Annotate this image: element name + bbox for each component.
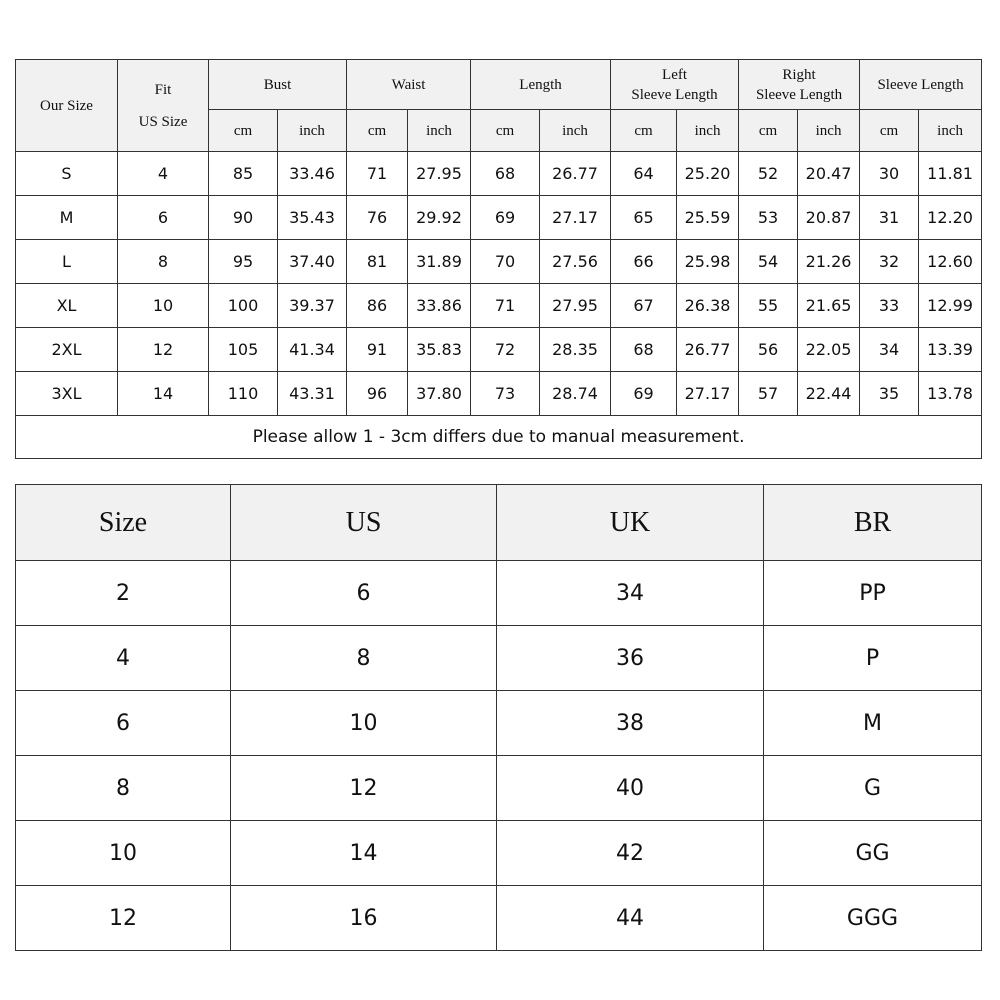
table-cell: 37.40: [278, 240, 347, 284]
table-cell: 8: [16, 756, 231, 821]
header-right-line1: Right: [782, 66, 816, 83]
size-chart-body: [16, 152, 982, 416]
header-right-line2: Sleeve Length: [755, 86, 843, 103]
table-cell: 32: [860, 240, 919, 284]
table-cell: 110: [209, 372, 278, 416]
table-cell: 2XL: [16, 328, 118, 372]
table-cell: 13.39: [919, 328, 982, 372]
unit-inch-header: inch: [677, 110, 739, 152]
header-us-size-line2: US Size: [138, 113, 188, 130]
measurement-note: Please allow 1 - 3cm differs due to manual measurement.: [16, 416, 982, 459]
conversion-row: [16, 821, 982, 886]
table-cell: 27.17: [677, 372, 739, 416]
size-row: [16, 240, 982, 284]
table-cell: 25.59: [677, 196, 739, 240]
table-cell: 22.05: [798, 328, 860, 372]
table-cell: S: [16, 152, 118, 196]
table-cell: 44: [497, 886, 764, 951]
table-cell: 6: [118, 196, 209, 240]
table-cell: 68: [611, 328, 677, 372]
table-cell: 21.65: [798, 284, 860, 328]
unit-inch-header: inch: [919, 110, 982, 152]
table-cell: 25.20: [677, 152, 739, 196]
conversion-header: [16, 485, 982, 561]
table-cell: 33: [860, 284, 919, 328]
unit-inch-header: inch: [798, 110, 860, 152]
table-cell: 14: [118, 372, 209, 416]
unit-inch-header: inch: [278, 110, 347, 152]
header-our-size: Our Size: [16, 60, 118, 152]
table-cell: 27.56: [540, 240, 611, 284]
table-cell: 26.38: [677, 284, 739, 328]
table-cell: 65: [611, 196, 677, 240]
table-cell: 3XL: [16, 372, 118, 416]
unit-inch-header: inch: [540, 110, 611, 152]
conversion-row: [16, 561, 982, 626]
table-cell: 8: [231, 626, 497, 691]
table-cell: 27.95: [408, 152, 471, 196]
table-cell: 16: [231, 886, 497, 951]
table-cell: M: [764, 691, 982, 756]
table-cell: 53: [739, 196, 798, 240]
table-cell: 12: [16, 886, 231, 951]
size-chart-header: [16, 60, 982, 152]
table-cell: 4: [16, 626, 231, 691]
header-fit-line1: Fit: [154, 81, 172, 98]
table-cell: 66: [611, 240, 677, 284]
table-cell: 100: [209, 284, 278, 328]
table-cell: 6: [16, 691, 231, 756]
table-cell: L: [16, 240, 118, 284]
table-cell: 68: [471, 152, 540, 196]
table-cell: 91: [347, 328, 408, 372]
table-cell: 28.35: [540, 328, 611, 372]
table-cell: 37.80: [408, 372, 471, 416]
conversion-row: [16, 691, 982, 756]
conversion-row: [16, 626, 982, 691]
table-cell: 20.47: [798, 152, 860, 196]
table-cell: 29.92: [408, 196, 471, 240]
table-cell: 41.34: [278, 328, 347, 372]
table-cell: 35: [860, 372, 919, 416]
header-br: BR: [764, 485, 982, 561]
table-cell: GGG: [764, 886, 982, 951]
table-cell: 25.98: [677, 240, 739, 284]
table-cell: 86: [347, 284, 408, 328]
table-cell: 14: [231, 821, 497, 886]
size-row: [16, 328, 982, 372]
table-cell: 96: [347, 372, 408, 416]
table-cell: 55: [739, 284, 798, 328]
header-left-sleeve-length: [611, 60, 739, 110]
table-cell: 10: [118, 284, 209, 328]
table-cell: 54: [739, 240, 798, 284]
table-cell: 36: [497, 626, 764, 691]
table-cell: 34: [860, 328, 919, 372]
header-left-line1: Left: [662, 66, 688, 83]
table-cell: 39.37: [278, 284, 347, 328]
table-cell: 13.78: [919, 372, 982, 416]
header-bust: Bust: [209, 60, 347, 110]
table-cell: 11.81: [919, 152, 982, 196]
table-cell: 73: [471, 372, 540, 416]
unit-inch-header: inch: [408, 110, 471, 152]
table-cell: 64: [611, 152, 677, 196]
table-cell: 30: [860, 152, 919, 196]
table-cell: 90: [209, 196, 278, 240]
header-uk: UK: [497, 485, 764, 561]
header-left-line2: Sleeve Length: [631, 86, 718, 103]
conversion-row: [16, 886, 982, 951]
header-right-sleeve-length: [739, 60, 860, 110]
table-cell: 95: [209, 240, 278, 284]
table-cell: 42: [497, 821, 764, 886]
table-cell: 12.60: [919, 240, 982, 284]
table-cell: 35.43: [278, 196, 347, 240]
table-cell: 35.83: [408, 328, 471, 372]
table-cell: 72: [471, 328, 540, 372]
size-conversion-table: [15, 484, 982, 951]
table-cell: 69: [611, 372, 677, 416]
size-row: [16, 196, 982, 240]
table-cell: 20.87: [798, 196, 860, 240]
unit-cm-header: cm: [860, 110, 919, 152]
header-waist: Waist: [347, 60, 471, 110]
table-cell: 28.74: [540, 372, 611, 416]
table-cell: 22.44: [798, 372, 860, 416]
size-chart-table: [15, 59, 982, 459]
table-cell: 52: [739, 152, 798, 196]
table-cell: G: [764, 756, 982, 821]
table-cell: 76: [347, 196, 408, 240]
table-cell: P: [764, 626, 982, 691]
table-cell: XL: [16, 284, 118, 328]
table-cell: 26.77: [677, 328, 739, 372]
table-cell: 71: [347, 152, 408, 196]
unit-cm-header: cm: [739, 110, 798, 152]
table-cell: 27.95: [540, 284, 611, 328]
table-cell: 12.99: [919, 284, 982, 328]
table-cell: 43.31: [278, 372, 347, 416]
unit-cm-header: cm: [347, 110, 408, 152]
table-cell: GG: [764, 821, 982, 886]
table-cell: 57: [739, 372, 798, 416]
table-cell: 34: [497, 561, 764, 626]
table-cell: 69: [471, 196, 540, 240]
unit-cm-header: cm: [611, 110, 677, 152]
unit-cm-header: cm: [471, 110, 540, 152]
table-cell: 31.89: [408, 240, 471, 284]
table-cell: 33.46: [278, 152, 347, 196]
table-cell: 21.26: [798, 240, 860, 284]
table-cell: 4: [118, 152, 209, 196]
table-cell: 12.20: [919, 196, 982, 240]
size-row: [16, 284, 982, 328]
table-cell: 2: [16, 561, 231, 626]
size-row: [16, 372, 982, 416]
table-cell: PP: [764, 561, 982, 626]
table-cell: 12: [231, 756, 497, 821]
table-cell: 10: [231, 691, 497, 756]
table-cell: 71: [471, 284, 540, 328]
unit-cm-header: cm: [209, 110, 278, 152]
table-cell: 26.77: [540, 152, 611, 196]
table-cell: 33.86: [408, 284, 471, 328]
table-cell: 27.17: [540, 196, 611, 240]
table-cell: 67: [611, 284, 677, 328]
header-length: Length: [471, 60, 611, 110]
conversion-body: [16, 561, 982, 951]
table-cell: 38: [497, 691, 764, 756]
table-cell: 8: [118, 240, 209, 284]
table-cell: 6: [231, 561, 497, 626]
table-cell: 81: [347, 240, 408, 284]
table-cell: 31: [860, 196, 919, 240]
conversion-row: [16, 756, 982, 821]
header-sleeve-length: Sleeve Length: [860, 60, 982, 110]
header-us: US: [231, 485, 497, 561]
table-cell: 105: [209, 328, 278, 372]
table-cell: 10: [16, 821, 231, 886]
table-cell: 56: [739, 328, 798, 372]
header-size: Size: [16, 485, 231, 561]
table-cell: 40: [497, 756, 764, 821]
table-cell: 85: [209, 152, 278, 196]
table-cell: M: [16, 196, 118, 240]
size-row: [16, 152, 982, 196]
table-cell: 70: [471, 240, 540, 284]
header-fit-us-size: [118, 60, 209, 152]
table-cell: 12: [118, 328, 209, 372]
